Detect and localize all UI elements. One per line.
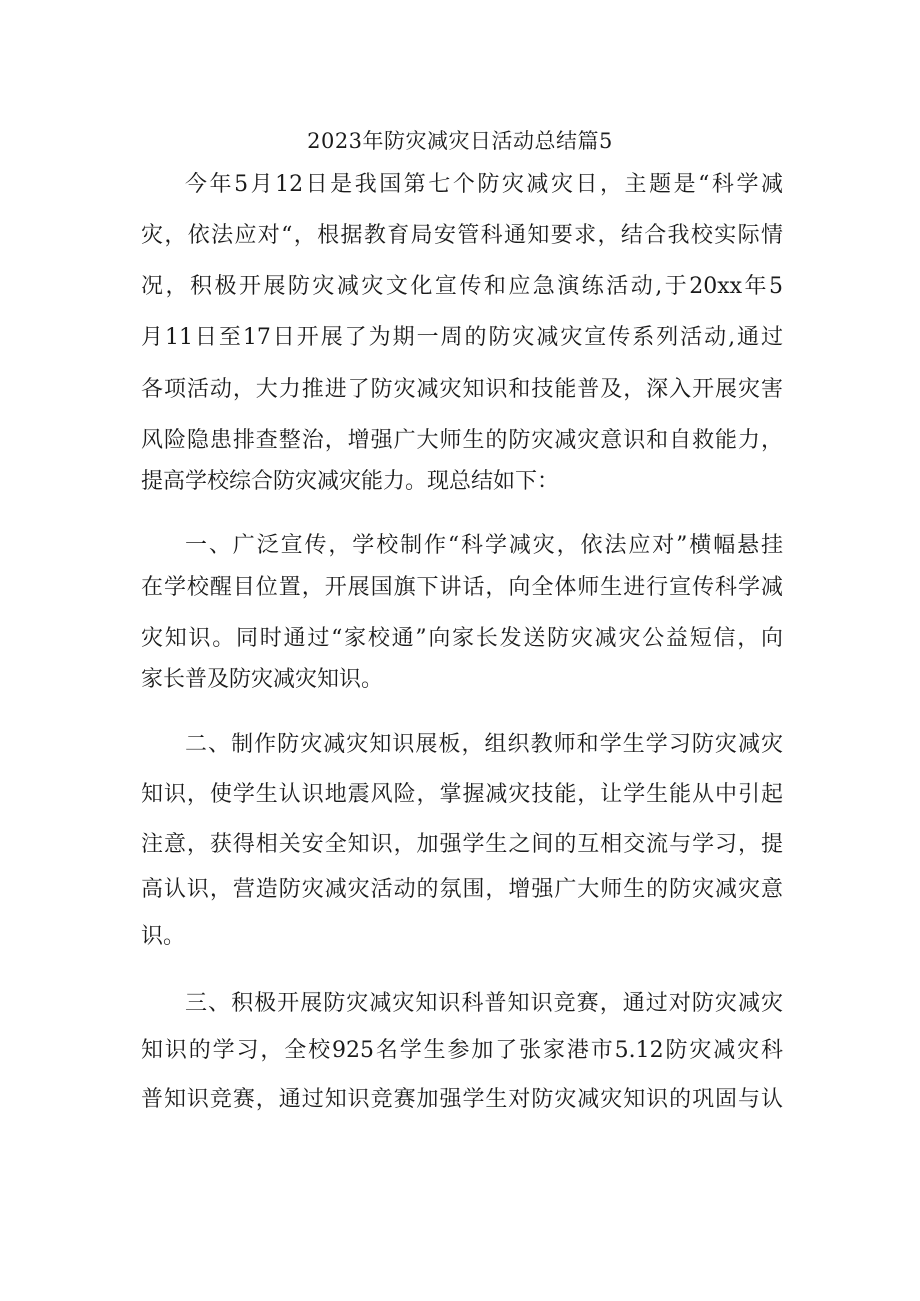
paragraph-line: 普知识竞赛，通过知识竞赛加强学生对防灾减灾知识的巩固与认 bbox=[141, 1087, 783, 1112]
paragraph-line: 一、广泛宣传，学校制作“科学减灾，依法应对”横幅悬挂 bbox=[185, 533, 783, 558]
paragraph-line: 识。 bbox=[141, 924, 186, 949]
paragraph-line: 三、积极开展防灾减灾知识科普知识竞赛，通过对防灾减灾 bbox=[185, 991, 783, 1016]
paragraph-line: 家长普及防灾减灾知识。 bbox=[141, 667, 384, 692]
paragraph-line: 灾，依法应对“，根据教育局安管科通知要求，结合我校实际情 bbox=[141, 223, 783, 248]
paragraph-line: 提高学校综合防灾减灾能力。现总结如下： bbox=[141, 469, 560, 494]
document-title: 2023年防灾减灾日活动总结篇5 bbox=[307, 129, 613, 153]
paragraph-line: 风险隐患排查整治，增强广大师生的防灾减灾意识和自救能力， bbox=[141, 428, 783, 453]
paragraph-line: 在学校醒目位置，开展国旗下讲话，向全体师生进行宣传科学减 bbox=[141, 575, 783, 600]
paragraph-line: 知识的学习，全校925名学生参加了张家港市5.12防灾减灾科 bbox=[141, 1038, 783, 1063]
paragraph-line: 二、制作防灾减灾知识展板，组织教师和学生学习防灾减灾 bbox=[185, 732, 783, 757]
paragraph-line: 灾知识。同时通过“家校通”向家长发送防灾减灾公益短信，向 bbox=[141, 626, 783, 651]
paragraph-line: 知识，使学生认识地震风险，掌握减灾技能，让学生能从中引起 bbox=[141, 782, 783, 807]
paragraph-line: 况，积极开展防灾减灾文化宣传和应急演练活动,于20xx年5 bbox=[141, 274, 783, 299]
paragraph-line: 各项活动，大力推进了防灾减灾知识和技能普及，深入开展灾害 bbox=[141, 377, 783, 402]
paragraph-line: 注意，获得相关安全知识，加强学生之间的互相交流与学习，提 bbox=[141, 832, 783, 857]
paragraph-line: 今年5月12日是我国第七个防灾减灾日，主题是“科学减 bbox=[185, 172, 783, 197]
paragraph-line: 高认识，营造防灾减灾活动的氛围，增强广大师生的防灾减灾意 bbox=[141, 877, 783, 902]
paragraph-line: 月11日至17日开展了为期一周的防灾减灾宣传系列活动,通过 bbox=[141, 325, 783, 350]
